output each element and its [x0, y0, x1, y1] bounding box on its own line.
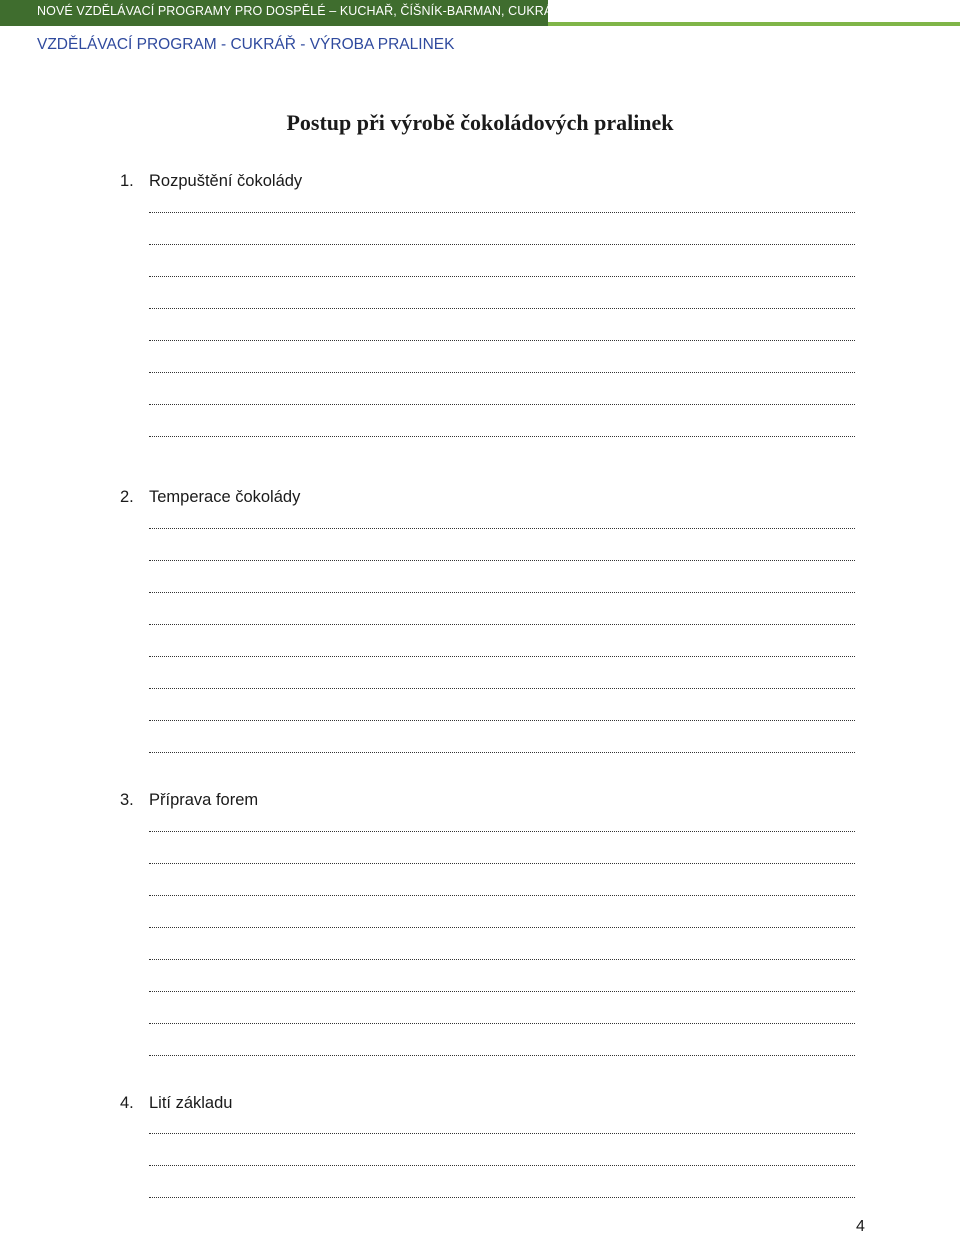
- answer-line[interactable]: [149, 1023, 855, 1024]
- answer-line[interactable]: [149, 927, 855, 928]
- answer-line[interactable]: [149, 895, 855, 896]
- answer-line[interactable]: [149, 656, 855, 657]
- answer-line[interactable]: [149, 1165, 855, 1166]
- answer-line[interactable]: [149, 244, 855, 245]
- answer-line[interactable]: [149, 959, 855, 960]
- section-number: 2.: [120, 488, 134, 506]
- answer-line[interactable]: [149, 863, 855, 864]
- answer-line[interactable]: [149, 752, 855, 753]
- answer-line[interactable]: [149, 1055, 855, 1056]
- answer-line[interactable]: [149, 592, 855, 593]
- page-number: 4: [856, 1218, 865, 1235]
- header-band: [0, 0, 960, 30]
- answer-line[interactable]: [149, 528, 855, 529]
- section-number: 4.: [120, 1094, 134, 1112]
- answer-line[interactable]: [149, 1133, 855, 1134]
- answer-line[interactable]: [149, 560, 855, 561]
- answer-line[interactable]: [149, 688, 855, 689]
- answer-line[interactable]: [149, 308, 855, 309]
- answer-line[interactable]: [149, 212, 855, 213]
- answer-line[interactable]: [149, 720, 855, 721]
- section-number: 1.: [120, 172, 134, 190]
- answer-line[interactable]: [149, 372, 855, 373]
- header-band-accent: [548, 22, 960, 26]
- section-label: Rozpuštění čokolády: [149, 172, 303, 190]
- answer-line[interactable]: [149, 436, 855, 437]
- section-label: Temperace čokolády: [149, 488, 301, 506]
- program-title: VZDĚLÁVACÍ PROGRAM - CUKRÁŘ - VÝROBA PRALINEK: [37, 36, 455, 53]
- section-label: Lití základu: [149, 1094, 233, 1112]
- answer-line[interactable]: [149, 991, 855, 992]
- document-title-text: Postup při výrobě čokoládových pralinek: [286, 110, 674, 135]
- answer-line[interactable]: [149, 831, 855, 832]
- answer-line[interactable]: [149, 340, 855, 341]
- section-number: 3.: [120, 791, 134, 809]
- answer-line[interactable]: [149, 624, 855, 625]
- answer-line[interactable]: [149, 404, 855, 405]
- answer-line[interactable]: [149, 1197, 855, 1198]
- section-label: Příprava forem: [149, 791, 259, 809]
- document-title: [0, 110, 960, 136]
- answer-line[interactable]: [149, 276, 855, 277]
- series-title: NOVÉ VZDĚLÁVACÍ PROGRAMY PRO DOSPĚLÉ – KUCHAŘ, ČÍŠNÍK-BARMAN, CUKRÁŘ A PEKAŘ: [37, 4, 619, 18]
